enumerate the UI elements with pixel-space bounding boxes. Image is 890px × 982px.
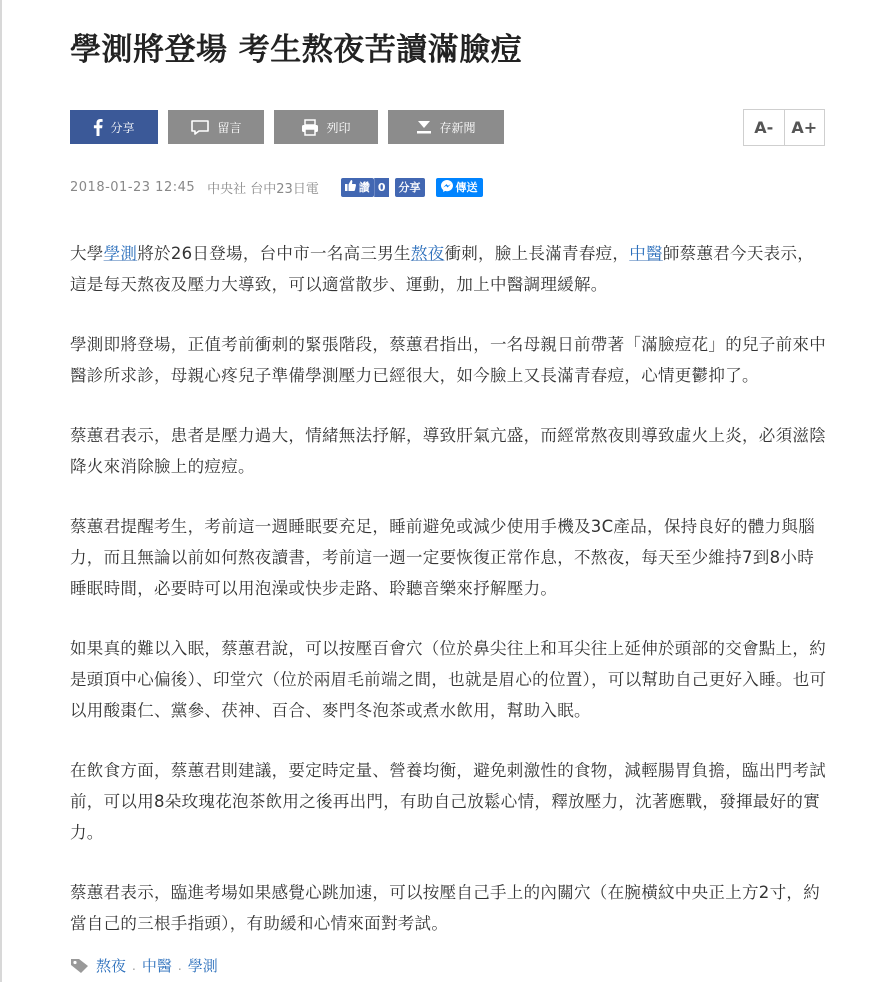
print-label: 列印 xyxy=(326,120,351,135)
paragraph-text: 將於26日登場，台中市一名高三男生 xyxy=(137,244,411,263)
facebook-share-button[interactable] xyxy=(70,110,158,144)
printer-icon xyxy=(301,119,319,136)
article-paragraph xyxy=(70,511,828,604)
fb-like-label: 讚 xyxy=(358,181,370,194)
messenger-send-button[interactable] xyxy=(436,178,483,197)
thumbs-up-icon xyxy=(345,180,356,194)
messenger-icon xyxy=(441,180,453,195)
article-meta xyxy=(70,177,483,197)
save-news-button[interactable] xyxy=(388,110,504,144)
page-border xyxy=(0,0,2,982)
tag-link[interactable]: 熬夜 xyxy=(96,957,127,975)
tag-separator: . xyxy=(132,958,136,973)
keyword-link[interactable]: 中醫 xyxy=(629,244,663,263)
font-increase-button[interactable]: A+ xyxy=(791,118,818,137)
article-paragraph xyxy=(70,755,828,848)
paragraph-text: 如果真的難以入眠，蔡蕙君說，可以按壓百會穴（位於鼻尖往上和耳尖往上延伸於頭部的交會點上，約是頭頂中心偏後）、印堂穴（位於兩眉毛前端之間，也就是眉心的位置），可以幫助自己更好入睡。也可以用酸棗仁、黨參、茯神、百合、麥門冬泡茶或煮水飲用，幫助入眠。 xyxy=(70,639,827,720)
article-paragraph xyxy=(70,238,828,300)
font-decrease-button[interactable]: A- xyxy=(754,118,774,137)
keyword-link[interactable]: 熬夜 xyxy=(410,244,445,263)
tag-icon xyxy=(70,958,90,974)
share-label: 分享 xyxy=(110,120,135,135)
font-size-control xyxy=(743,109,825,146)
comment-label: 留言 xyxy=(217,120,242,135)
messenger-send-label: 傳送 xyxy=(455,181,478,194)
paragraph-text: 大學 xyxy=(70,244,104,263)
fb-like-count: 0 xyxy=(374,178,389,197)
paragraph-text: 在飲食方面，蔡蕙君則建議，要定時定量、營養均衡，避免刺激性的食物，減輕腸胃負擔，臨出門考試前，可以用8朵玫瑰花泡茶飲用之後再出門，有助自己放鬆心情，釋放壓力，沈著應戰，發揮最好的實力。 xyxy=(70,761,826,842)
save-label: 存新聞 xyxy=(439,120,476,135)
fb-like-widget[interactable] xyxy=(341,178,389,197)
paragraph-text: 衝刺，臉上長滿青春痘， xyxy=(444,244,630,263)
article-toolbar xyxy=(70,110,504,144)
article-paragraph xyxy=(70,329,828,391)
fb-like-button[interactable] xyxy=(341,178,374,197)
article-paragraph xyxy=(70,633,828,726)
paragraph-text: 蔡蕙君表示，臨進考場如果感覺心跳加速，可以按壓自己手上的內關穴（在腕橫紋中央正上方2寸，約當自己的三根手指頭），有助緩和心情來面對考試。 xyxy=(70,883,820,933)
comment-icon xyxy=(190,119,210,136)
print-button[interactable] xyxy=(274,110,378,144)
keyword-link[interactable]: 學測 xyxy=(103,244,138,263)
publish-date: 2018-01-23 12:45 xyxy=(70,179,196,195)
comment-button[interactable] xyxy=(168,110,264,144)
article-paragraph xyxy=(70,877,828,939)
article-title: 學測將登場 考生熬夜苦讀滿臉痘 xyxy=(70,32,523,68)
paragraph-text: 師蔡蕙君今天表示，這是每天熬夜及壓力大導致，可以適當散步、運動，加上中醫調理緩解。 xyxy=(70,244,815,294)
paragraph-text: 蔡蕙君表示，患者是壓力過大，情緒無法抒解，導致肝氣亢盛，而經常熬夜則導致虛火上炎，必須滋陰降火來消除臉上的痘痘。 xyxy=(70,426,826,476)
facebook-icon xyxy=(93,119,103,136)
tag-link[interactable]: 學測 xyxy=(187,957,218,975)
article-paragraph xyxy=(70,420,828,482)
paragraph-text: 學測即將登場，正值考前衝刺的緊張階段，蔡蕙君指出，一名母親日前帶著「滿臉痘花」的兒子前來中醫診所求診，母親心疼兒子準備學測壓力已經很大，如今臉上又長滿青春痘，心情更鬱抑了。 xyxy=(70,335,826,385)
tag-list xyxy=(70,955,218,976)
tag-link[interactable]: 中醫 xyxy=(141,957,172,975)
download-icon xyxy=(416,119,432,135)
article-body xyxy=(70,238,828,968)
news-source: 中央社 台中23日電 xyxy=(207,181,319,197)
paragraph-text: 蔡蕙君提醒考生，考前這一週睡眠要充足，睡前避免或減少使用手機及3C產品，保持良好的體力與腦力，而且無論以前如何熬夜讀書，考前這一週一定要恢復正常作息，不熬夜，每天至少維持7到8小時睡眠時間，必要時可以用泡澡或快步走路、聆聽音樂來抒解壓力。 xyxy=(70,517,816,598)
fb-share-button[interactable]: 分享 xyxy=(395,178,425,197)
tag-separator: . xyxy=(177,958,182,973)
